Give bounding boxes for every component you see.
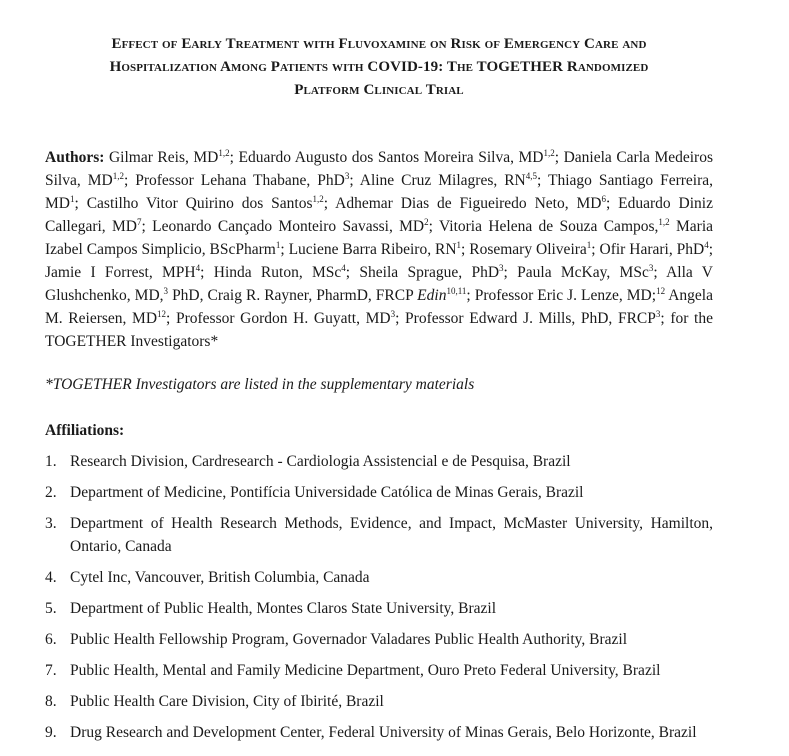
author-affiliation-sup: 3: [499, 262, 504, 273]
author-separator: ;: [280, 241, 289, 258]
title-line-1: Effect of Early Treatment with Fluvoxamine on Risk of Emergency Care and: [111, 36, 647, 52]
author-affiliation-sup: 3: [390, 308, 396, 319]
author-affiliation-sup: 12: [157, 308, 167, 319]
affiliation-item: [45, 481, 713, 504]
author-name: Castilho Vitor Quirino dos Santos: [86, 195, 313, 212]
affiliation-text: Cytel Inc, Vancouver, British Columbia, Canada: [70, 569, 370, 586]
author-name: Luciene Barra Ribeiro, RN: [288, 241, 457, 258]
author-affiliation-sup: 2: [424, 216, 429, 227]
investigators-note: *TOGETHER Investigators are listed in the supplementary materials: [45, 376, 475, 393]
author-name: Leonardo Cançado Monteiro Savassi, MD: [152, 218, 425, 235]
author-separator: ;: [466, 287, 475, 304]
author-affiliation-sup: 1: [69, 193, 75, 204]
author-name: Rosemary Oliveira: [469, 241, 587, 258]
author-separator: ;: [503, 264, 518, 281]
author-separator: ;: [536, 172, 548, 189]
author-name: Eduardo Augusto dos Santos Moreira Silva, MD: [238, 149, 544, 166]
author-name: Ofir Harari, PhD: [599, 241, 705, 258]
author-affiliation-sup: 4,5: [525, 170, 537, 181]
author-affiliation-sup: 4: [704, 239, 709, 250]
affiliations-heading: Affiliations:: [45, 422, 125, 439]
author-affiliation-sup: 3: [344, 170, 350, 181]
author-affiliation-sup: 3: [163, 285, 169, 296]
author-separator: ;: [605, 195, 619, 212]
author-affiliation-sup: 1: [275, 239, 281, 250]
affiliation-number: 3.: [45, 515, 57, 532]
author-name: Gilmar Reis, MD: [104, 149, 219, 166]
author-name: Aline Cruz Milagres, RN: [359, 172, 526, 189]
author-affiliation-sup: 1,2: [312, 193, 324, 204]
author-list: [45, 149, 713, 327]
affiliation-text: Public Health Care Division, City of Ibirité, Brazil: [70, 693, 384, 710]
author-separator: ;: [653, 264, 667, 281]
affiliation-text: Public Health Fellowship Program, Governador Valadares Public Health Authority, Brazil: [70, 631, 628, 648]
author-name: Eduardo Diniz Callegari, MD: [45, 195, 713, 235]
author-affiliation-sup: 6: [601, 193, 606, 204]
author-affiliation-sup: 4: [195, 262, 201, 273]
author-separator: ;: [141, 218, 153, 235]
author-affiliation-sup: 1: [456, 239, 462, 250]
affiliation-number: 6.: [45, 631, 57, 648]
author-separator: ;: [349, 172, 360, 189]
author-block: [45, 146, 713, 353]
author-affiliation-sup: 1,2: [218, 147, 230, 158]
author-name: Daniela Carla Medeiros Silva, MD: [45, 149, 713, 189]
affiliation-number: 8.: [45, 693, 57, 710]
affiliation-number: 9.: [45, 724, 57, 741]
author-name: Craig R. Rayner, PharmD, FRCP: [207, 287, 418, 304]
affiliation-number: 5.: [45, 600, 57, 617]
paper-title: [45, 33, 713, 102]
author-separator: ;: [200, 264, 214, 281]
author-affiliation-sup: 3: [655, 308, 661, 319]
affiliation-text: Department of Medicine, Pontifícia Universidade Católica de Minas Gerais, Brazil: [70, 484, 584, 501]
affiliation-number: 1.: [45, 453, 57, 470]
author-affiliation-sup: 3: [648, 262, 654, 273]
title-line-2: Hospitalization Among Patients with COVID-19: The TOGETHER Randomized: [109, 59, 649, 75]
affiliation-text: Department of Public Health, Montes Claros State University, Brazil: [70, 600, 497, 617]
author-name: Jamie I Forrest, MPH: [45, 264, 196, 281]
author-separator: PhD,: [168, 287, 208, 304]
authors-label: Authors:: [45, 149, 105, 166]
affiliation-item: [45, 721, 713, 744]
author-name: Maria Izabel Campos Simplicio, BScPharm: [45, 218, 714, 258]
author-separator: ;: [428, 218, 440, 235]
author-name: Professor Edward J. Mills, PhD, FRCP: [405, 310, 656, 327]
affiliation-text: Public Health, Mental and Family Medicine Department, Ouro Preto Federal University, Brazil: [70, 662, 661, 679]
affiliation-text: Department of Health Research Methods, Evidence, and Impact, McMaster University, Hamilton, Ontario, Canada: [70, 515, 713, 555]
affiliation-item: [45, 628, 713, 651]
affiliation-text: Drug Research and Development Center, Federal University of Minas Gerais, Belo Horizonte, Brazil: [70, 724, 697, 741]
author-name: Professor Gordon H. Guyatt, MD: [175, 310, 391, 327]
author-name: Professor Lehana Thabane, PhD: [135, 172, 345, 189]
author-name: Professor Eric J. Lenze, MD;: [474, 287, 657, 304]
author-separator: ;: [74, 195, 87, 212]
author-name: Vitoria Helena de Souza Campos,: [439, 218, 659, 235]
author-name: Paula McKay, MSc: [517, 264, 649, 281]
author-affiliation-sup: 1: [586, 239, 592, 250]
author-name: Sheila Sprague, PhD: [359, 264, 500, 281]
author-name: Hinda Ruton, MSc: [213, 264, 342, 281]
author-credential-italic: Edin: [417, 287, 447, 304]
author-name: Thiago Santiago Ferreira, MD: [45, 172, 713, 212]
author-affiliation-sup: 1,2: [112, 170, 124, 181]
title-line-3: Platform Clinical Trial: [294, 82, 464, 98]
author-name: Alla V Glushchenko, MD,: [45, 264, 714, 304]
author-separator: ;: [660, 310, 671, 327]
author-affiliation-sup: 4: [341, 262, 346, 273]
author-separator: ;: [323, 195, 336, 212]
affiliation-item: [45, 690, 713, 713]
affiliation-item: [45, 512, 713, 558]
affiliations-list: [45, 450, 713, 752]
author-separator: ;: [345, 264, 360, 281]
author-name: Angela M. Reiersen, MD: [45, 287, 713, 327]
affiliation-item: [45, 659, 713, 682]
author-affiliation-sup: 7: [137, 216, 142, 227]
affiliation-item: [45, 566, 713, 589]
affiliation-number: 2.: [45, 484, 57, 501]
author-separator: ;: [123, 172, 136, 189]
author-affiliation-sup: 10,11: [446, 285, 467, 296]
author-affiliation-sup: 1,2: [543, 147, 555, 158]
author-separator: ;: [395, 310, 406, 327]
author-separator: ;: [166, 310, 176, 327]
authors-tail: for the TOGETHER Investigators*: [45, 310, 713, 350]
author-separator: ;: [591, 241, 600, 258]
affiliation-item: [45, 450, 713, 473]
author-name: Adhemar Dias de Figueiredo Neto, MD: [335, 195, 602, 212]
author-separator: ;: [554, 149, 564, 166]
author-separator: ;: [708, 241, 713, 258]
affiliation-number: 7.: [45, 662, 57, 679]
author-affiliation-sup: 1,2: [658, 216, 670, 227]
affiliation-number: 4.: [45, 569, 57, 586]
affiliation-item: [45, 597, 713, 620]
author-separator: ;: [461, 241, 470, 258]
author-affiliation-sup: 12: [656, 285, 666, 296]
affiliation-text: Research Division, Cardresearch - Cardiologia Assistencial e de Pesquisa, Brazil: [70, 453, 571, 470]
author-separator: ;: [229, 149, 239, 166]
